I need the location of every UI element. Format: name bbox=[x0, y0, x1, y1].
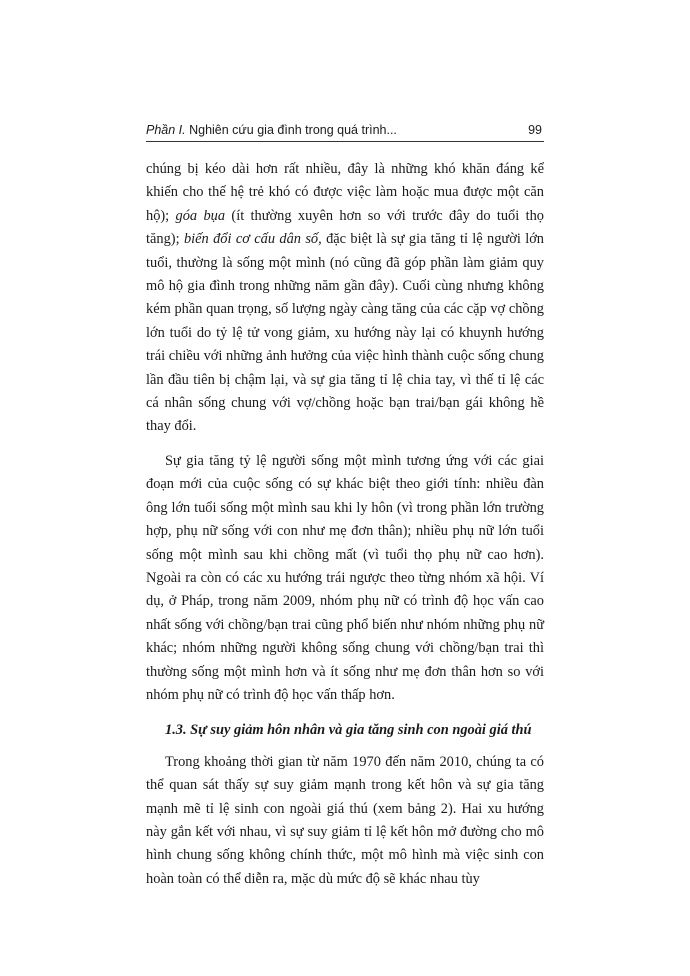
section-heading: 1.3. Sự suy giảm hôn nhân và gia tăng sinh con ngoài giá thú bbox=[165, 722, 532, 739]
paragraph-1-emphasis-2: biến đổi cơ cấu dân số bbox=[183, 231, 319, 248]
paragraph-1-emphasis-1: góa bụa bbox=[175, 207, 226, 224]
page-number: 99 bbox=[528, 123, 542, 137]
paragraph-1-text-a: chúng bị kéo dài hơn rất nhiều, đây là những khó khăn đáng kể khiến cho thế hệ trẻ khó có được việc làm hoặc mua được một căn hộ); bbox=[146, 161, 544, 224]
header-part-title bbox=[146, 123, 397, 137]
header-part-label: Phần I. bbox=[146, 123, 186, 137]
paragraph-2: Sự gia tăng tỷ lệ người sống một mình tương ứng với các giai đoạn mới của cuộc sống có sự khác biệt theo giới tính: nhiều đàn ông lớn tuổi sống một mình sau khi ly hôn (vì trong phần lớn trường hợp, phụ nữ sống với con như mẹ đơn thân); nhiều phụ nữ lớn tuổi sống một mình sau khi chồng mất (vì tuổi thọ phụ nữ cao hơn). Ngoài ra còn có các xu hướng trái ngược theo từng nhóm xã hội. Ví dụ, ở Pháp, trong năm 2009, nhóm phụ nữ có trình độ học vấn cao nhất sống với chồng/bạn trai cũng phổ biến như nhóm những phụ nữ khác; nhóm những người không sống chung với chồng/bạn trai thì thường sống một mình hơn và ít sống như mẹ đơn thân hơn so với nhóm phụ nữ có trình độ học vấn thấp hơn. bbox=[146, 452, 544, 703]
running-header bbox=[146, 119, 544, 142]
header-title-text: Nghiên cứu gia đình trong quá trình... bbox=[185, 123, 397, 137]
paragraph-3: Trong khoảng thời gian từ năm 1970 đến năm 2010, chúng ta có thể quan sát thấy sự suy giảm mạnh trong kết hôn và sự gia tăng mạnh mẽ tỉ lệ sinh con ngoài giá thú (xem bảng 2). Hai xu hướng này gắn kết với nhau, vì sự suy giảm tỉ lệ kết hôn mở đường cho mô hình chung sống không chính thức, một mô hình mà việc sinh con hoàn toàn có thể diễn ra, mặc dù mức độ sẽ khác nhau tùy bbox=[146, 753, 544, 887]
page-body bbox=[146, 158, 544, 891]
paragraph-1 bbox=[146, 158, 544, 439]
paragraph-1-text-c: , đặc biệt là sự gia tăng tỉ lệ người lớn tuổi, thường là sống một mình (nó cũng đã góp phần làm giảm quy mô hộ gia đình trong những năm gần đây). Cuối cùng nhưng không kém phần quan trọng, số lượng ngày càng tăng của các cặp vợ chồng lớn tuổi do tỷ lệ tử vong giảm, xu hướng này lại có khuynh hướng trái chiều với những ảnh hưởng của việc hình thành cuộc sống chung lần đầu tiên bị chậm lại, và sự gia tăng tỉ lệ chia tay, vì thế tỉ lệ các cá nhân sống chung với vợ/chồng hoặc bạn trai/bạn gái không hề thay đổi. bbox=[146, 231, 545, 435]
paragraph-1-text-b: (ít thường xuyên hơn so với trước đây do tuổi thọ tăng); bbox=[146, 207, 544, 248]
